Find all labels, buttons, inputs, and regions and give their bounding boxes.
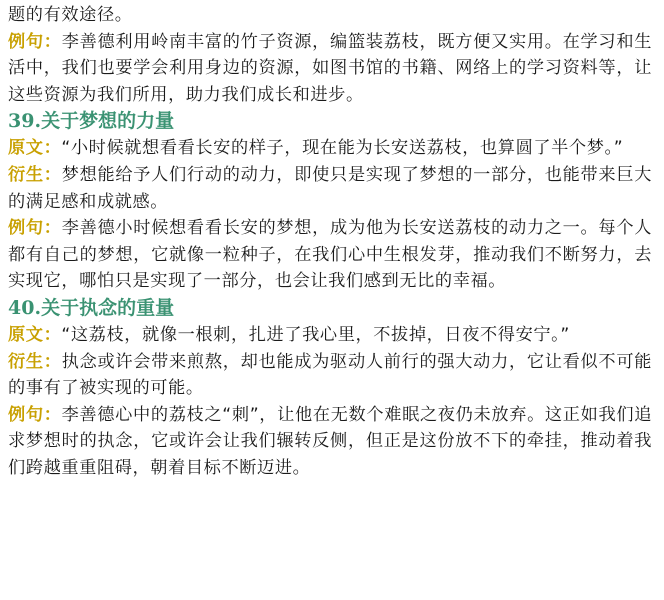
paragraph-example [8,402,652,482]
paragraph-text: “小时候就想看看长安的样子，现在能为长安送荔枝，也算圆了半个梦。” [61,138,624,159]
paragraph-text: 李善德利用岭南丰富的竹子资源，编篮装荔枝，既方便又实用。在学习和生活中，我们也要学会利用身边的资源，如图书馆的书籍、网络上的学习资料等，让这些资源为我们所用，助力我们成长和进步。 [8,31,652,105]
original-label: 原文： [8,324,62,345]
section-heading-40 [8,295,652,321]
example-label: 例句： [8,218,62,239]
paragraph-derived [8,162,652,215]
paragraph-original [8,135,652,162]
paragraph-text: “这荔枝，就像一根刺，扎进了我心里，不拔掉，日夜不得安宁。” [61,324,570,345]
paragraph-text: 执念或许会带来煎熬，却也能成为驱动人前行的强大动力，它让看似不可能的事有了被实现的可能。 [8,351,652,399]
paragraph-text: 李善德心中的荔枝之“刺”，让他在无数个难眠之夜仍未放弃。这正如我们追求梦想时的执念，它或许会让我们辗转反侧，但正是这份放不下的牵挂，推动着我们跨越重重阻碍，朝着目标不断迈进。 [8,404,652,478]
paragraph-continuation [8,2,652,29]
paragraph-example [8,29,652,109]
example-label: 例句： [8,31,62,52]
derived-label: 衍生： [8,351,62,372]
example-label: 例句： [8,404,62,425]
derived-label: 衍生： [8,164,62,185]
section-heading-39 [8,108,652,134]
paragraph-text: 李善德小时候想看看长安的梦想，成为他为长安送荔枝的动力之一。每个人都有自己的梦想，它就像一粒种子，在我们心中生根发芽，推动我们不断努力，去实现它，哪怕只是实现了一部分，也会让我们感到无比的幸福。 [8,218,652,292]
paragraph-derived [8,349,652,402]
section-title: 关于梦想的力量 [41,110,175,133]
paragraph-text: 题的有效途径。 [8,5,133,25]
section-number: 39. [8,110,42,133]
section-number: 40. [8,296,42,319]
paragraph-text: 梦想能给予人们行动的动力，即使只是实现了梦想的一部分，也能带来巨大的满足感和成就感。 [8,164,652,212]
paragraph-example [8,215,652,295]
section-title: 关于执念的重量 [41,296,175,319]
original-label: 原文： [8,138,62,159]
paragraph-original [8,322,652,349]
